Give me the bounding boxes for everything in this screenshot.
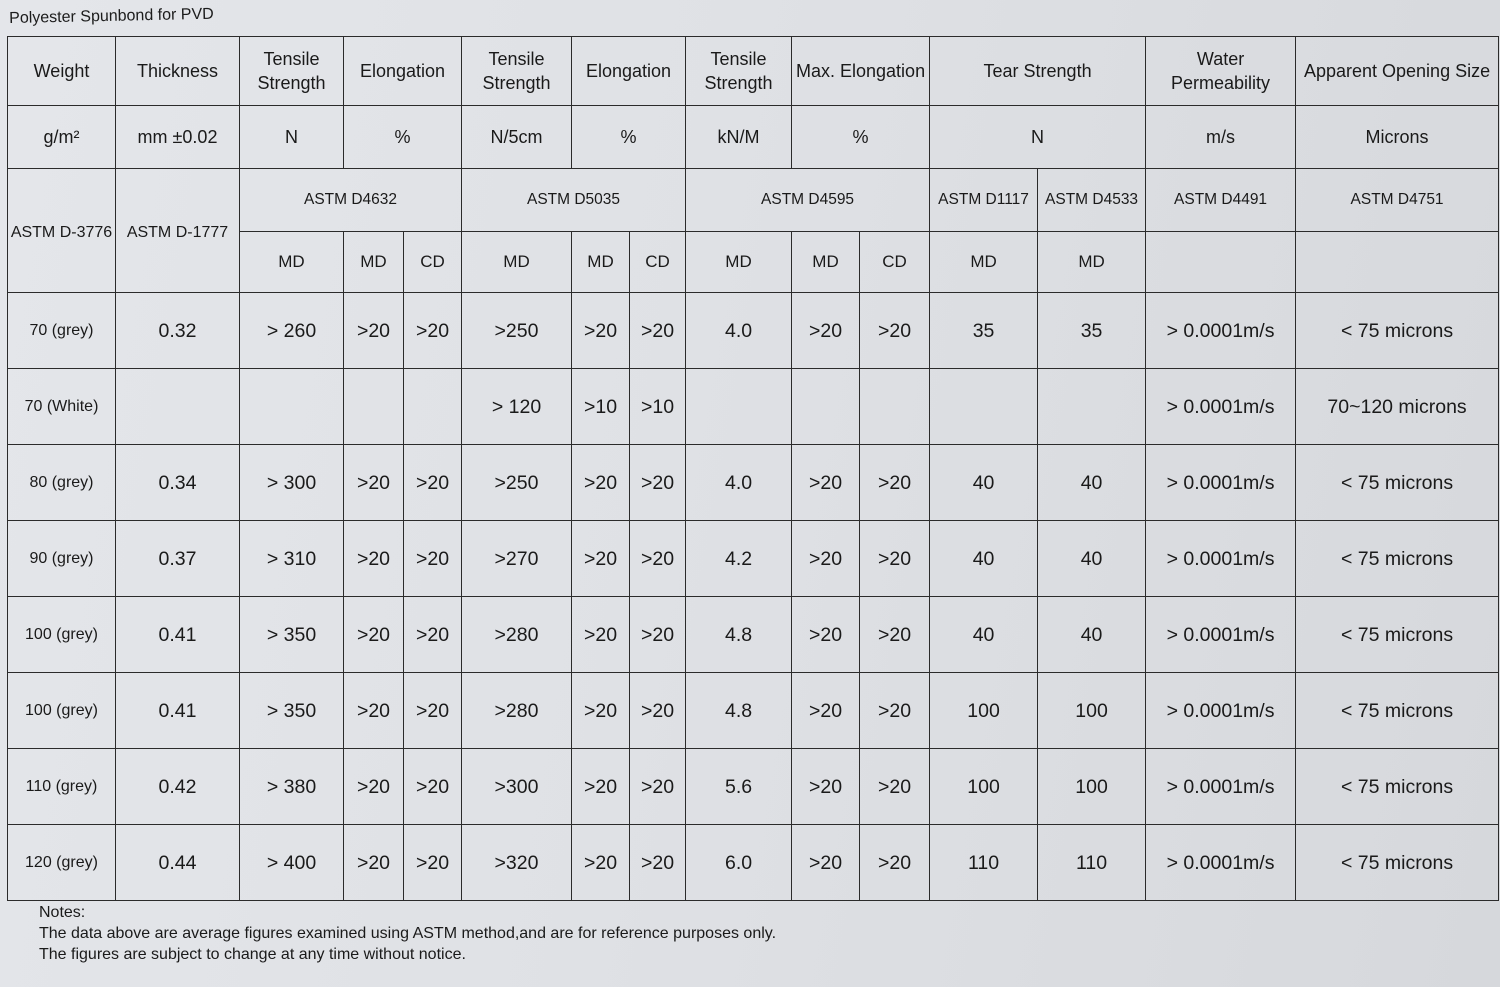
header-tear-strength: Tear Strength [930,37,1146,106]
standard-d4751: ASTM D4751 [1296,169,1499,232]
table-cell: >20 [572,445,630,521]
table-cell [686,369,792,445]
table-cell: >20 [344,825,404,901]
standard-d1117: ASTM D1117 [930,169,1038,232]
header-thickness: Thickness [116,37,240,106]
table-cell: >20 [344,521,404,597]
table-row [8,597,1499,673]
table-cell: < 75 microns [1296,597,1499,673]
table-cell: >320 [462,825,572,901]
direction-cell: CD [630,232,686,293]
table-cell: > 260 [240,293,344,369]
table-cell: 6.0 [686,825,792,901]
table-cell [1038,369,1146,445]
header-elongation-d5035: Elongation [572,37,686,106]
table-cell: 40 [1038,445,1146,521]
unit-elongation-d5035: % [572,106,686,169]
table-cell: 5.6 [686,749,792,825]
table-cell: < 75 microns [1296,521,1499,597]
table-cell: >20 [860,749,930,825]
spec-table [7,36,1499,901]
unit-elongation-d4632: % [344,106,462,169]
standard-d4632: ASTM D4632 [240,169,462,232]
table-cell: >20 [630,445,686,521]
standard-weight-label: ASTM D-3776 [10,223,113,241]
table-cell [930,369,1038,445]
table-cell: >20 [630,521,686,597]
table-cell: 40 [930,445,1038,521]
table-cell [792,369,860,445]
table-cell: 0.44 [116,825,240,901]
header-tensile-strength-d4632: Tensile Strength [240,37,344,106]
table-cell: >20 [404,673,462,749]
spec-table-body [8,293,1499,901]
direction-cell: MD [930,232,1038,293]
header-elongation-d4632: Elongation [344,37,462,106]
header-tensile-strength-d5035: Tensile Strength [462,37,572,106]
table-cell: < 75 microns [1296,445,1499,521]
standard-thickness-label: ASTM D-1777 [126,223,229,241]
table-cell: 4.8 [686,597,792,673]
table-cell: >20 [792,445,860,521]
table-cell: 100 [1038,749,1146,825]
table-cell: >10 [630,369,686,445]
table-cell: 40 [930,521,1038,597]
table-cell: 0.41 [116,673,240,749]
table-cell: > 0.0001m/s [1146,597,1296,673]
table-cell: >20 [572,825,630,901]
direction-cell: MD [792,232,860,293]
table-cell: >20 [792,293,860,369]
table-cell: >20 [860,293,930,369]
table-cell: >20 [860,445,930,521]
table-cell: >20 [344,673,404,749]
table-cell: 100 [1038,673,1146,749]
table-cell: >20 [630,293,686,369]
table-cell: 40 [1038,597,1146,673]
table-cell: >20 [404,521,462,597]
table-cell: >250 [462,445,572,521]
unit-tensile-d4595: kN/M [686,106,792,169]
table-cell: >20 [630,597,686,673]
table-cell: 40 [1038,521,1146,597]
table-cell: > 350 [240,673,344,749]
header-standards-row [8,169,1499,232]
direction-cell: CD [860,232,930,293]
notes-line-2: The figures are subject to change at any time without notice. [39,946,466,963]
table-row [8,445,1499,521]
header-apparent-opening-size: Apparent Opening Size [1296,37,1499,106]
spec-table-wrapper [7,36,1498,901]
table-cell: >20 [344,293,404,369]
unit-thickness: mm ±0.02 [116,106,240,169]
header-units-row [8,106,1499,169]
table-cell: >20 [344,749,404,825]
cell-weight: 100 (grey) [8,597,116,673]
table-cell [116,369,240,445]
cell-weight: 120 (grey) [8,825,116,901]
cell-weight: 90 (grey) [8,521,116,597]
table-cell: >300 [462,749,572,825]
unit-tensile-d5035: N/5cm [462,106,572,169]
table-cell: >20 [860,597,930,673]
table-row [8,825,1499,901]
standard-d4491: ASTM D4491 [1146,169,1296,232]
table-row [8,673,1499,749]
table-row [8,749,1499,825]
notes [39,902,776,965]
table-row [8,521,1499,597]
cell-weight: 100 (grey) [8,673,116,749]
table-cell: 0.42 [116,749,240,825]
table-cell: >250 [462,293,572,369]
document-title: Polyester Spunbond for PVD [9,5,214,27]
table-cell: > 0.0001m/s [1146,825,1296,901]
table-cell: > 0.0001m/s [1146,293,1296,369]
table-cell: >20 [404,597,462,673]
direction-cell: CD [404,232,462,293]
direction-cell: MD [686,232,792,293]
table-cell: >20 [344,597,404,673]
table-row [8,369,1499,445]
table-cell: >20 [572,749,630,825]
table-cell: 4.0 [686,293,792,369]
table-cell: >20 [572,597,630,673]
standard-d4533: ASTM D4533 [1038,169,1146,232]
cell-weight: 70 (grey) [8,293,116,369]
table-cell: < 75 microns [1296,293,1499,369]
unit-max-elongation: % [792,106,930,169]
table-cell: 0.34 [116,445,240,521]
unit-weight: g/m² [8,106,116,169]
direction-cell: MD [462,232,572,293]
table-cell: 35 [1038,293,1146,369]
table-cell [344,369,404,445]
table-cell: 0.41 [116,597,240,673]
table-cell: >20 [344,445,404,521]
table-cell: 100 [930,749,1038,825]
table-cell: >20 [792,597,860,673]
table-cell: >10 [572,369,630,445]
table-cell: 4.0 [686,445,792,521]
table-cell: < 75 microns [1296,825,1499,901]
standard-thickness [116,169,240,293]
cell-weight: 110 (grey) [8,749,116,825]
table-cell: >20 [630,749,686,825]
table-cell: 110 [1038,825,1146,901]
table-cell: >20 [572,293,630,369]
table-cell: 40 [930,597,1038,673]
table-cell: >20 [792,825,860,901]
direction-cell: MD [572,232,630,293]
table-cell: 70~120 microns [1296,369,1499,445]
table-cell: 4.8 [686,673,792,749]
table-cell: >280 [462,597,572,673]
unit-water-permeability: m/s [1146,106,1296,169]
table-cell: 110 [930,825,1038,901]
notes-line-1: The data above are average figures examined using ASTM method,and are for reference purposes only. [39,925,777,942]
standard-d5035: ASTM D5035 [462,169,686,232]
table-cell: >20 [404,293,462,369]
standard-weight [8,169,116,293]
table-row [8,293,1499,369]
direction-cell [1146,232,1296,293]
table-cell: > 350 [240,597,344,673]
cell-weight: 70 (White) [8,369,116,445]
table-cell: > 400 [240,825,344,901]
table-cell: >270 [462,521,572,597]
table-cell: >20 [630,673,686,749]
header-weight: Weight [8,37,116,106]
table-cell: >20 [630,825,686,901]
direction-cell: MD [1038,232,1146,293]
table-cell: > 120 [462,369,572,445]
table-cell: >20 [792,673,860,749]
unit-tear-strength: N [930,106,1146,169]
header-water-permeability: Water Permeability [1146,37,1296,106]
standard-d4595: ASTM D4595 [686,169,930,232]
table-cell: >20 [860,673,930,749]
table-cell: > 0.0001m/s [1146,749,1296,825]
table-cell: 4.2 [686,521,792,597]
table-cell: >20 [792,749,860,825]
notes-label: Notes: [39,904,86,921]
table-cell: > 0.0001m/s [1146,521,1296,597]
header-max-elongation: Max. Elongation [792,37,930,106]
table-cell: 0.32 [116,293,240,369]
table-cell: 35 [930,293,1038,369]
table-cell: >20 [404,445,462,521]
table-cell: < 75 microns [1296,673,1499,749]
table-cell: > 380 [240,749,344,825]
table-cell: >20 [860,825,930,901]
header-names-row [8,37,1499,106]
unit-tensile-d4632: N [240,106,344,169]
table-cell: >20 [404,749,462,825]
table-cell: > 0.0001m/s [1146,673,1296,749]
table-cell: > 0.0001m/s [1146,369,1296,445]
table-cell: >20 [404,825,462,901]
unit-apparent-opening-size: Microns [1296,106,1499,169]
table-cell [860,369,930,445]
table-cell: > 310 [240,521,344,597]
table-cell: >20 [792,521,860,597]
direction-cell: MD [240,232,344,293]
cell-weight: 80 (grey) [8,445,116,521]
table-cell: > 0.0001m/s [1146,445,1296,521]
direction-cell [1296,232,1499,293]
table-cell: > 300 [240,445,344,521]
table-cell: >20 [572,673,630,749]
table-cell: < 75 microns [1296,749,1499,825]
table-cell: >280 [462,673,572,749]
header-tensile-strength-d4595: Tensile Strength [686,37,792,106]
table-cell: 0.37 [116,521,240,597]
table-cell: >20 [572,521,630,597]
table-cell: 100 [930,673,1038,749]
table-cell [404,369,462,445]
table-cell [240,369,344,445]
table-cell: >20 [860,521,930,597]
direction-cell: MD [344,232,404,293]
